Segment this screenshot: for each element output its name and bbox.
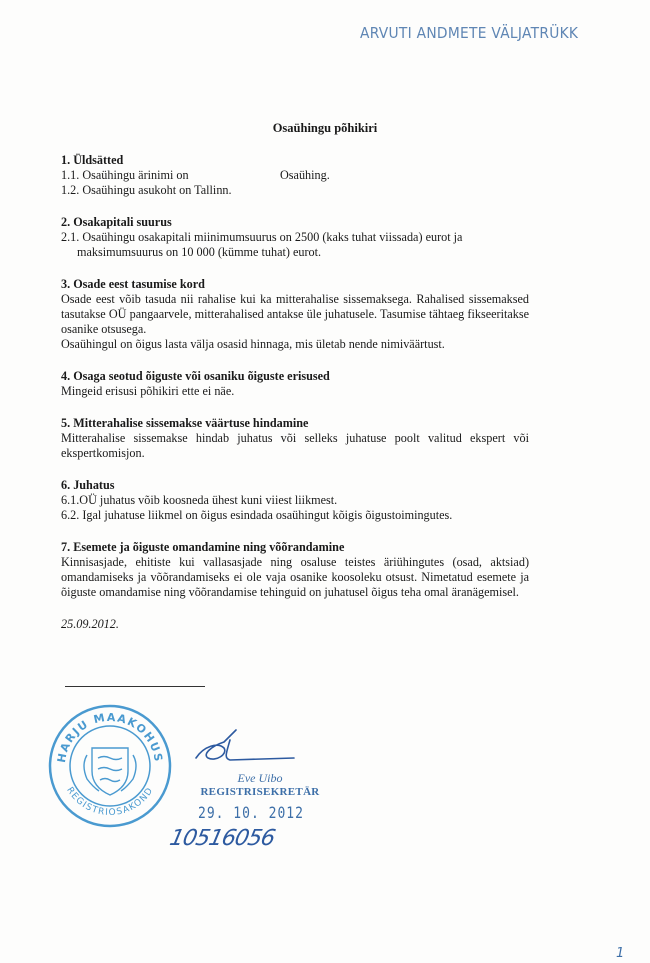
section-heading: 1. Üldsätted (61, 153, 124, 167)
section-heading: 3. Osade eest tasumise kord (61, 277, 205, 291)
registration-date: 29. 10. 2012 (198, 804, 304, 823)
section-heading: 5. Mitterahalise sissemakse väärtuse hindamine (61, 416, 309, 430)
section-valuation (61, 416, 529, 461)
header-stamp: ARVUTI ANDMETE VÄLJATRÜKK (359, 24, 578, 42)
seal-bottom-text: REGISTRIOSAKOND (64, 785, 156, 819)
section-heading: 2. Osakapitali suurus (61, 215, 172, 229)
court-seal (47, 703, 173, 829)
rights-text: Mingeid erisusi põhikiri ette ei näe. (61, 384, 235, 398)
board-line-1: 6.1.OÜ juhatus võib koosneda ühest kuni viiest liikmest. (61, 493, 338, 507)
business-name-value: Osaühing. (280, 168, 330, 182)
payment-paragraph-2: Osaühingul on õigus lasta välja osasid hinnaga, mis ületab nende nimiväärtust. (61, 337, 445, 351)
board-line-2: 6.2. Igal juhatuse liikmel on õigus esindada osaühingut kõigis õigustoimingutes. (61, 508, 453, 522)
section-general (61, 153, 529, 198)
registrar-role: REGISTRISEKRETÄR (200, 786, 320, 798)
section-assets (61, 540, 529, 600)
seal-top-text: HARJU MAAKOHUS (54, 710, 166, 764)
handwritten-signature (190, 728, 300, 768)
location-line: 1.2. Osaühingu asukoht on Tallinn. (61, 183, 232, 197)
signature-line (65, 686, 205, 687)
document-body (61, 153, 529, 632)
capital-text: 2.1. Osaühingu osakapitali miinimumsuurus on 2500 (kaks tuhat viissada) eurot ja maksimumsuurus on 10 000 (kümme tuhat) eurot. (61, 230, 463, 259)
section-heading: 6. Juhatus (61, 478, 115, 492)
section-rights (61, 369, 529, 399)
assets-text: Kinnisasjade, ehitiste kui vallasasjade ning osaluse teistes äriühingutes (osad, aktsiad) omandamiseks ja võõrandamiseks ei ole vaja osanike koosoleku otsust. Nimetatud esemete ja õiguste omandamise ning võõrandamise tehinguid on juhatusel õigus teha omal äranägemisel. (61, 555, 529, 599)
business-name-label: 1.1. Osaühingu ärinimi on (61, 168, 189, 182)
payment-paragraph: Osade eest võib tasuda nii rahalise kui ka mitterahalise sissemaksega. Rahalised sissemaksed tasutakse OÜ pangaarvele, mitterahalised antakse üle juhatusele. Tasumise tähtaeg fikseeritakse osanike otsusega. (61, 292, 529, 336)
document-date: 25.09.2012. (61, 617, 119, 631)
section-board (61, 478, 529, 523)
valuation-text: Mitterahalise sissemakse hindab juhatus või selleks juhatuse poolt valitud ekspert või ekspertkomisjon. (61, 431, 529, 460)
section-payment (61, 277, 529, 352)
section-heading: 4. Osaga seotud õiguste või osaniku õiguste erisused (61, 369, 330, 383)
coat-of-arms-icon (84, 748, 136, 795)
section-capital (61, 215, 529, 260)
document-title: Osaühingu põhikiri (272, 121, 378, 135)
section-heading: 7. Esemete ja õiguste omandamine ning võõrandamine (61, 540, 345, 554)
registry-number: 10516056 (167, 826, 277, 851)
page-mark: 1 (616, 946, 625, 961)
business-name-line (61, 168, 529, 183)
registrar-name: Eve Uibo (237, 771, 283, 785)
